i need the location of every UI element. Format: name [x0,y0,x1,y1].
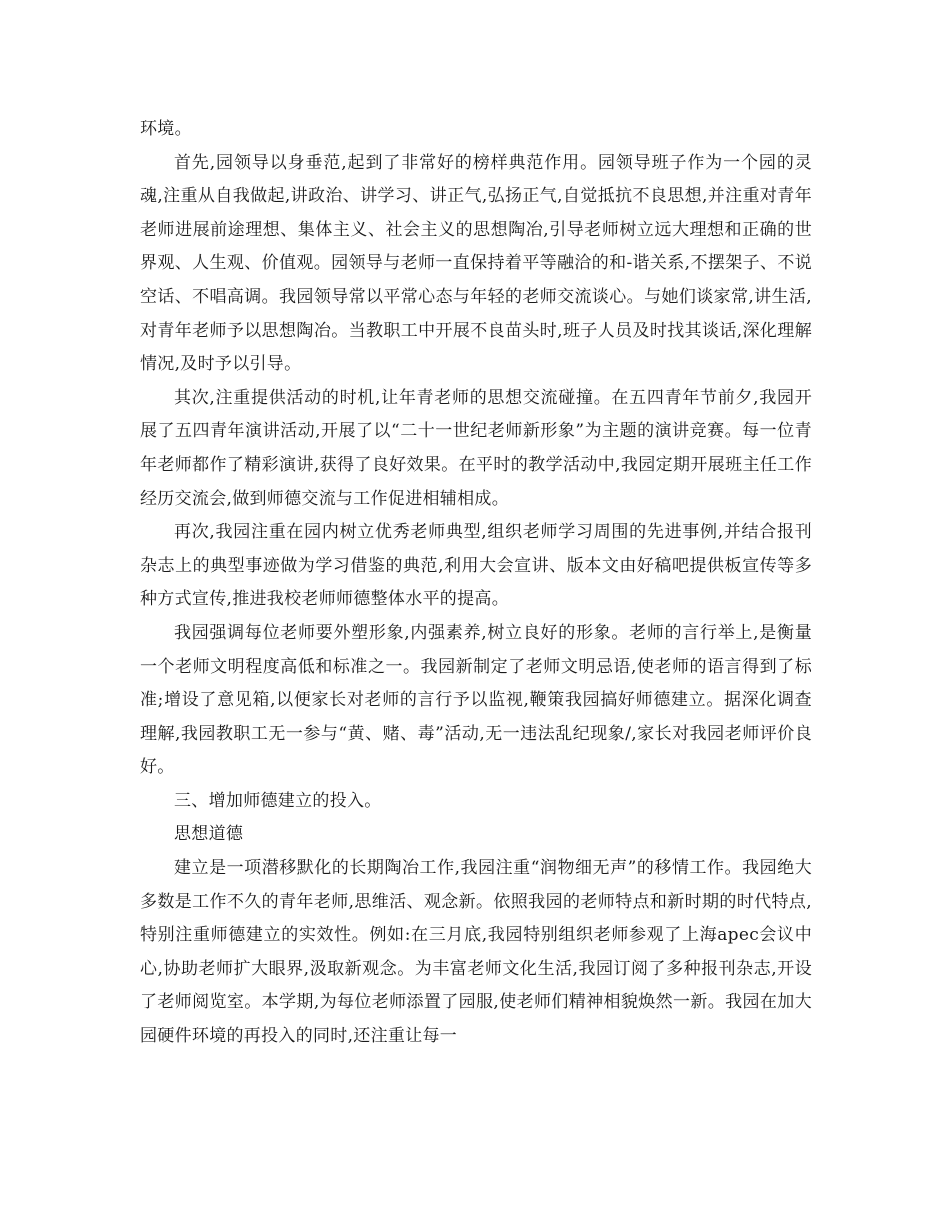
paragraph-image-building: 我园强调每位老师要外塑形象,内强素养,树立良好的形象。老师的言行举上,是衡量一个老师文明程度高低和标准之一。我园新制定了老师文明忌语,使老师的语言得到了标准;增设了意见箱,以便家长对老师的言行予以监视,鞭策我园搞好师德建立。据深化调查理解,我园教职工无一参与“黄、赌、毒”活动,无一违法乱纪现象/,家长对我园老师评价良好。 [140,622,812,778]
paragraph-role-models: 再次,我园注重在园内树立优秀老师典型,组织老师学习周围的先进事例,并结合报刊杂志上的典型事迹做为学习借鉴的典范,利用大会宣讲、版本文由好稿吧提供板宣传等多种方式宣传,推进我校老师师德整体水平的提高。 [140,522,812,610]
section-heading-investment: 三、增加师德建立的投入。 [174,790,382,811]
paragraph-construction: 建立是一项潜移默化的长期陶冶工作,我园注重“润物细无声”的移情工作。我园绝大多数是工作不久的青年老师,思维活、观念新。依照我园的老师特点和新时期的时代特点,特别注重师德建立的实效性。例如:在三月底,我园特别组织老师参观了上海apec会议中心,协助老师扩大眼界,汲取新观念。为丰富老师文化生活,我园订阅了多种报刊杂志,开设了老师阅览室。本学期,为每位老师添置了园服,使老师们精神相貌焕然一新。我园在加大园硬件环境的再投入的同时,还注重让每一 [140,858,812,1047]
paragraph-activities: 其次,注重提供活动的时机,让年青老师的思想交流碰撞。在五四青年节前夕,我园开展了五四青年演讲活动,开展了以“二十一世纪老师新形象”为主题的演讲竞赛。每一位青年老师都作了精彩演讲,获得了良好效果。在平时的教学活动中,我园定期开展班主任工作经历交流会,做到师德交流与工作促进相辅相成。 [140,387,812,509]
subheading-moral: 思想道德 [174,824,244,845]
paragraph-continuation: 环境。 [140,119,192,139]
document-page [140,113,812,1054]
paragraph-leadership-example: 首先,园领导以身垂范,起到了非常好的榜样典范作用。园领导班子作为一个园的灵魂,注重从自我做起,讲政治、讲学习、讲正气,弘扬正气,自觉抵抗不良思想,并注重对青年老师进展前途理想、集体主义、社会主义的思想陶冶,引导老师树立远大理想和正确的世界观、人生观、价值观。园领导与老师一直保持着平等融洽的和-谐关系,不摆架子、不说空话、不唱高调。我园领导常以平常心态与年轻的老师交流谈心。与她们谈家常,讲生活,对青年老师予以思想陶冶。当教职工中开展不良苗头时,班子人员及时找其谈话,深化理解情况,及时予以引导。 [140,152,812,375]
